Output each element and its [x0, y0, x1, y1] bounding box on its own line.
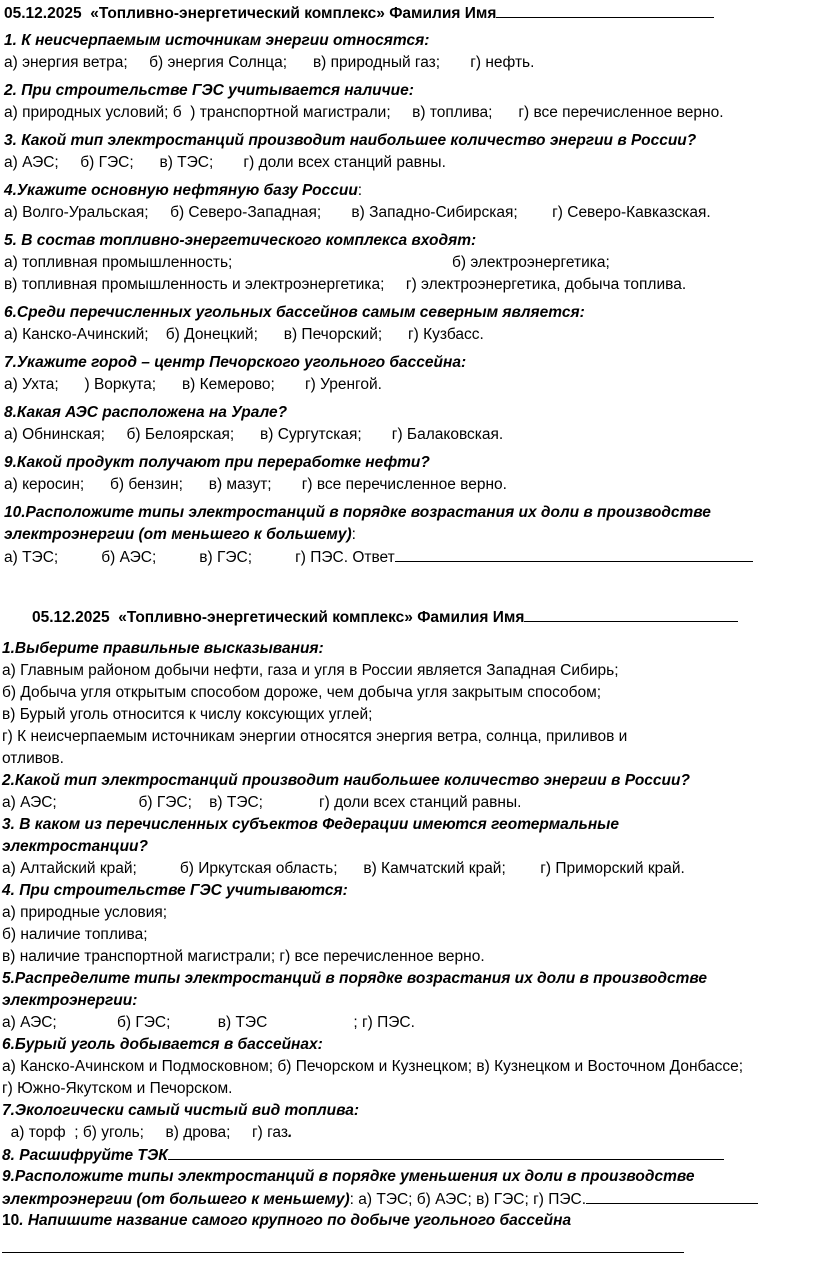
- answer-blank[interactable]: [395, 546, 753, 562]
- question-text-line-2: электроэнергии (от большего к меньшему): [2, 1191, 350, 1208]
- answer-options: а) АЭС; б) ГЭС; в) ТЭС; г) доли всех станций равны.: [4, 154, 446, 171]
- question-text: 2. При строительстве ГЭС учитывается наличие:: [4, 82, 414, 99]
- question-text: 9.Расположите типы электростанций в порядке уменьшения их доли в производстве: [2, 1168, 695, 1185]
- question-suffix: :: [351, 526, 356, 543]
- t1-question-9: [0, 452, 816, 496]
- t1-question-8: [0, 402, 816, 446]
- answer-option: отливов.: [2, 750, 64, 767]
- question-text: 7.Экологически самый чистый вид топлива:: [2, 1102, 360, 1119]
- question-text-line-2: электростанции?: [2, 838, 148, 855]
- t2-question-4: [0, 880, 816, 968]
- answer-options: : а) ТЭС; б) АЭС; в) ГЭС; г) ПЭС.: [349, 1191, 587, 1208]
- t2-question-2: [0, 770, 816, 814]
- answer-option: а) Канско-Ачинском и Подмосковном; б) Печорском и Кузнецком; в) Кузнецком и Восточном Донбассе;: [2, 1058, 744, 1075]
- t2-question-7: [0, 1100, 816, 1144]
- answer-options: а) природных условий; б ) транспортной магистрали; в) топлива; г) все перечисленное верно.: [4, 104, 724, 121]
- t1-question-7: [0, 352, 816, 396]
- header-date: 05.12.2025: [4, 5, 82, 22]
- t1-question-3: [0, 130, 816, 174]
- question-number: 10: [2, 1212, 20, 1229]
- test-1-header: [0, 2, 816, 24]
- answer-options: а) Канско-Ачинский; б) Донецкий; в) Печорский; г) Кузбасс.: [4, 326, 484, 343]
- t2-question-3: [0, 814, 816, 880]
- question-text: 1.Выберите правильные высказывания:: [2, 640, 324, 657]
- answer-options: а) ТЭС; б) АЭС; в) ГЭС; г) ПЭС. Ответ: [4, 549, 395, 566]
- answer-options: в) топливная промышленность и электроэнергетика; г) электроэнергетика, добыча топлива.: [4, 276, 687, 293]
- answer-option: б) Добыча угля открытым способом дороже, чем добыча угля закрытым способом;: [2, 684, 602, 701]
- test-2: [0, 606, 816, 1232]
- answer-options: а) топливная промышленность; б) электроэнергетика;: [4, 254, 610, 271]
- t2-question-5: [0, 968, 816, 1034]
- question-text: . Напишите название самого крупного по добыче угольного бассейна: [19, 1212, 572, 1229]
- question-suffix: :: [357, 182, 363, 199]
- question-text: 5. В состав топливно-энергетического комплекса входят:: [4, 232, 477, 249]
- question-text: 4. При строительстве ГЭС учитываются:: [2, 882, 348, 899]
- answer-options: а) энергия ветра; б) энергия Солнца; в) природный газ; г) нефть.: [4, 54, 535, 71]
- header-title: «Топливно-энергетический комплекс» Фамилия Имя: [90, 5, 497, 22]
- question-text: 9.Какой продукт получают при переработке нефти?: [4, 454, 430, 471]
- t2-question-6: [0, 1034, 816, 1100]
- answer-end: .: [288, 1124, 293, 1141]
- question-text-line-2: электроэнергии:: [2, 992, 138, 1009]
- answer-option: г) Южно-Якутском и Печорском.: [2, 1080, 233, 1097]
- header-date: 05.12.2025: [32, 609, 110, 626]
- t2-question-10: [0, 1210, 816, 1232]
- question-text: 2.Какой тип электростанций производит наибольшее количество энергии в России?: [2, 772, 690, 789]
- answer-blank[interactable]: [586, 1188, 758, 1204]
- answer-options: а) торф ; б) уголь; в) дрова; г) газ: [2, 1124, 288, 1141]
- answer-options: а) Ухта; ) Воркута; в) Кемерово; г) Уренгой.: [4, 376, 382, 393]
- question-text: 3. В каком из перечисленных субъектов Федерации имеются геотермальные: [2, 816, 620, 833]
- answer-option: в) наличие транспортной магистрали; г) все перечисленное верно.: [2, 948, 485, 965]
- test-1: [0, 2, 816, 568]
- question-text: 6.Среди перечисленных угольных бассейнов самым северным является:: [4, 304, 585, 321]
- answer-line[interactable]: [2, 1252, 684, 1253]
- question-text: 1. К неисчерпаемым источникам энергии относятся:: [4, 32, 430, 49]
- name-blank[interactable]: [496, 2, 714, 18]
- t2-question-8: [0, 1144, 816, 1166]
- question-text: 5.Распределите типы электростанций в порядке возрастания их доли в производстве: [2, 970, 707, 987]
- answer-options: а) керосин; б) бензин; в) мазут; г) все перечисленное верно.: [4, 476, 507, 493]
- question-text: 3. Какой тип электростанций производит наибольшее количество энергии в России?: [4, 132, 697, 149]
- answer-option: а) природные условия;: [2, 904, 168, 921]
- t1-question-1: [0, 30, 816, 74]
- question-text: 8. Расшифруйте ТЭК: [2, 1147, 168, 1164]
- name-blank[interactable]: [524, 606, 738, 622]
- answer-options: а) АЭС; б) ГЭС; в) ТЭС ; г) ПЭС.: [2, 1014, 415, 1031]
- header-title: «Топливно-энергетический комплекс» Фамилия Имя: [118, 609, 525, 626]
- answer-options: а) АЭС; б) ГЭС; в) ТЭС; г) доли всех станций равны.: [2, 794, 522, 811]
- t2-question-9: [0, 1166, 816, 1210]
- test-2-header: [0, 606, 816, 628]
- question-text-line-2: электроэнергии (от меньшего к большему): [4, 526, 352, 543]
- answer-option: г) К неисчерпаемым источникам энергии относятся энергия ветра, солнца, приливов и: [2, 728, 628, 745]
- t1-question-2: [0, 80, 816, 124]
- answer-option: а) Главным районом добычи нефти, газа и угля в России является Западная Сибирь;: [2, 662, 619, 679]
- answer-options: а) Обнинская; б) Белоярская; в) Сургутская; г) Балаковская.: [4, 426, 504, 443]
- answer-option: б) наличие топлива;: [2, 926, 148, 943]
- answer-blank[interactable]: [168, 1144, 724, 1160]
- question-text: 10.Расположите типы электростанций в порядке возрастания их доли в производстве: [4, 504, 711, 521]
- question-text: 8.Какая АЭС расположена на Урале?: [4, 404, 288, 421]
- question-text: 7.Укажите город – центр Печорского угольного бассейна:: [4, 354, 467, 371]
- answer-options: а) Алтайский край; б) Иркутская область; в) Камчатский край; г) Приморский край.: [2, 860, 685, 877]
- t1-question-6: [0, 302, 816, 346]
- t1-question-4: [0, 180, 816, 224]
- answer-option: в) Бурый уголь относится к числу коксующих углей;: [2, 706, 373, 723]
- t1-question-10: [0, 502, 816, 568]
- question-text: 6.Бурый уголь добывается в бассейнах:: [2, 1036, 323, 1053]
- t1-question-5: [0, 230, 816, 296]
- t2-question-1: [0, 638, 816, 770]
- answer-options: а) Волго-Уральская; б) Северо-Западная; в) Западно-Сибирская; г) Северо-Кавказская.: [4, 204, 711, 221]
- question-text: 4.Укажите основную нефтяную базу России: [4, 182, 358, 199]
